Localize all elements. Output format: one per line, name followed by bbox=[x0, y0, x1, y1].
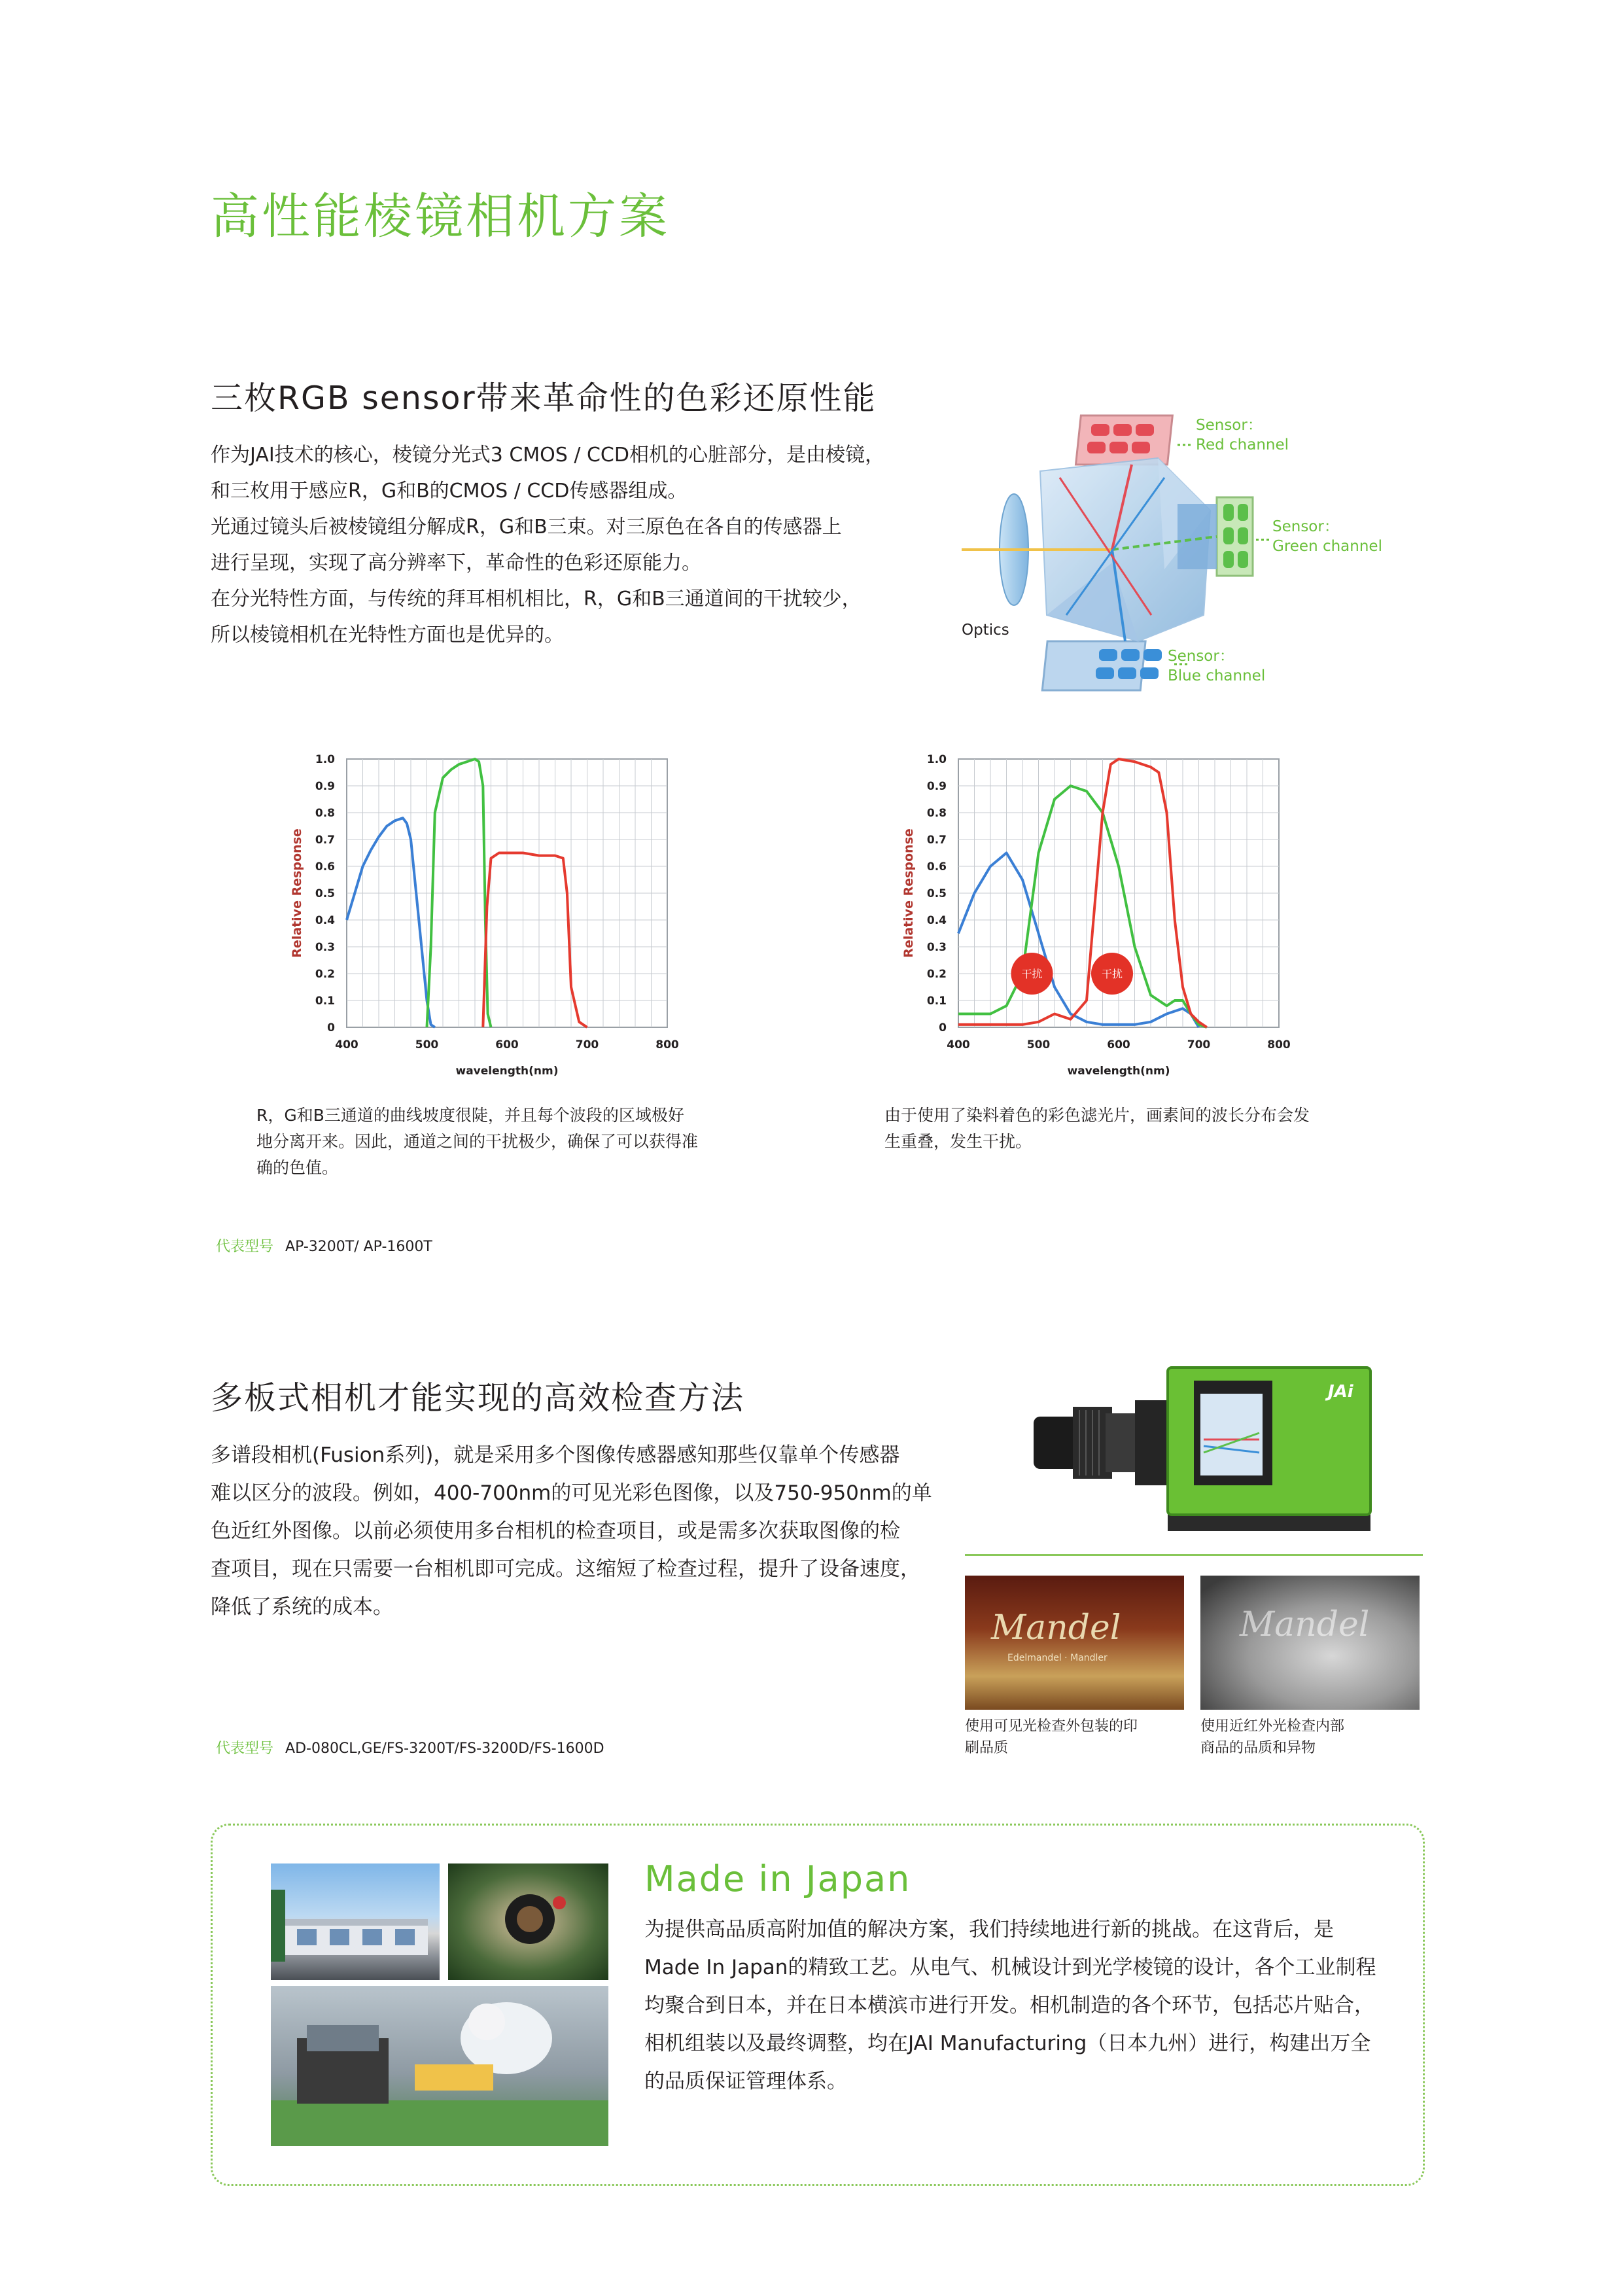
caption-left bbox=[256, 1103, 793, 1181]
optics-label: Optics bbox=[962, 622, 1009, 639]
y-axis-label: Relative Response bbox=[901, 828, 916, 958]
paragraph-line: 降低了系统的成本。 bbox=[211, 1595, 393, 1619]
paragraph-line: 作为JAI技术的核心，棱镜分光式3 CMOS / CCD相机的心脏部分，是由棱镜， bbox=[211, 444, 884, 467]
factory-building-photo bbox=[271, 1863, 440, 1980]
y-tick-label: 0.9 bbox=[926, 780, 947, 793]
y-tick-label: 0 bbox=[939, 1021, 947, 1034]
x-tick-label: 500 bbox=[1026, 1038, 1051, 1051]
chart-bayer-svg bbox=[886, 746, 1305, 1086]
paragraph-line: 为提供高品质高附加值的解决方案，我们持续地进行新的挑战。在这背后，是 bbox=[644, 1918, 1334, 1941]
y-tick-label: 0.4 bbox=[315, 914, 335, 927]
y-tick-label: 0.8 bbox=[315, 807, 335, 820]
model-label: 代表型号 bbox=[216, 1740, 274, 1757]
y-tick-label: 0.4 bbox=[926, 914, 947, 927]
x-tick-label: 800 bbox=[1267, 1038, 1291, 1051]
red-channel-label-line2: Red channel bbox=[1196, 436, 1289, 453]
green-channel-label-line2: Green channel bbox=[1272, 538, 1382, 555]
chart-prism-response bbox=[275, 746, 693, 1086]
model-value: AP-3200T/ AP-1600T bbox=[285, 1239, 432, 1255]
interference-label: 干扰 bbox=[1021, 968, 1043, 980]
x-tick-label: 600 bbox=[495, 1038, 519, 1051]
paragraph-line: 相机组装以及最终调整，均在JAI Manufacturing（日本九州）进行，构建出万全 bbox=[644, 2032, 1371, 2055]
y-tick-label: 0.3 bbox=[926, 941, 947, 954]
x-tick-label: 400 bbox=[947, 1038, 970, 1051]
blue-channel-label-line2: Blue channel bbox=[1168, 667, 1266, 684]
red-sensor bbox=[1075, 415, 1172, 465]
y-tick-label: 0.5 bbox=[926, 887, 947, 900]
section1-heading: 三枚RGB sensor带来革命性的色彩还原性能 bbox=[211, 380, 877, 417]
paragraph-line: 和三枚用于感应R，G和B的CMOS / CCD传感器组成。 bbox=[211, 480, 688, 503]
made-in-japan-body bbox=[644, 1911, 1403, 2100]
factory-building-illustration bbox=[271, 1863, 440, 1980]
y-tick-label: 0.5 bbox=[315, 887, 335, 900]
paragraph-line: 色近红外图像。以前必须使用多台相机的检查项目，或是需多次获取图像的检 bbox=[211, 1519, 900, 1543]
y-tick-label: 0.1 bbox=[315, 995, 335, 1008]
camera-photo bbox=[1021, 1354, 1387, 1538]
paragraph-line: 查项目，现在只需要一台相机即可完成。这缩短了检查过程，提升了设备速度， bbox=[211, 1557, 920, 1581]
paragraph-line: 所以棱镜相机在光特性方面也是优异的。 bbox=[211, 624, 564, 646]
y-tick-label: 0.8 bbox=[926, 807, 947, 820]
x-axis-label: wavelength(nm) bbox=[1067, 1065, 1170, 1078]
blue-sensor bbox=[1042, 641, 1162, 690]
prism-diagram bbox=[942, 399, 1413, 707]
paragraph-line: 难以区分的波段。例如，400-700nm的可见光彩色图像，以及750-950nm的单 bbox=[211, 1481, 932, 1505]
caption-line: 由于使用了染料着色的彩色滤光片，画素间的波长分布会发 bbox=[884, 1106, 1310, 1125]
page-title: 高性能棱镜相机方案 bbox=[211, 188, 670, 245]
blue-channel-label-line1: Sensor： bbox=[1168, 648, 1234, 665]
caption-line: 刷品质 bbox=[965, 1740, 1009, 1756]
model-line-1 bbox=[216, 1235, 432, 1256]
x-tick-label: 800 bbox=[655, 1038, 679, 1051]
y-axis-label: Relative Response bbox=[290, 828, 304, 958]
paragraph-line: 的品质保证管理体系。 bbox=[644, 2070, 847, 2093]
camera-logo: JAi bbox=[1328, 1382, 1353, 1402]
green-sensor bbox=[1217, 497, 1253, 576]
interference-label: 干扰 bbox=[1101, 968, 1123, 980]
caption-line: 确的色值。 bbox=[256, 1158, 339, 1177]
section2-body bbox=[211, 1436, 943, 1626]
cleanroom-photo bbox=[271, 1986, 608, 2146]
y-tick-label: 0.6 bbox=[926, 860, 947, 874]
chart-bayer-response bbox=[886, 746, 1305, 1086]
nir-photo bbox=[1200, 1576, 1420, 1710]
mandel-sublabel: Edelmandel · Mandler bbox=[1007, 1653, 1108, 1663]
photo-caption-left bbox=[965, 1716, 1138, 1759]
x-tick-label: 600 bbox=[1107, 1038, 1130, 1051]
paragraph-line: 光通过镜头后被棱镜组分解成R，G和B三束。对三原色在各自的传感器上 bbox=[211, 516, 842, 539]
caption-line: 使用可见光检查外包装的印 bbox=[965, 1718, 1138, 1735]
y-tick-label: 0.7 bbox=[926, 834, 947, 847]
green-channel-label-line1: Sensor： bbox=[1272, 518, 1339, 535]
paragraph-line: 进行呈现，实现了高分辨率下，革命性的色彩还原能力。 bbox=[211, 552, 701, 574]
model-value: AD-080CL,GE/FS-3200T/FS-3200D/FS-1600D bbox=[285, 1740, 604, 1757]
y-tick-label: 0 bbox=[327, 1021, 335, 1034]
paragraph-line: 均聚合到日本，并在日本横滨市进行开发。相机制造的各个环节，包括芯片贴合， bbox=[644, 1994, 1374, 2017]
made-in-japan-heading: Made in Japan bbox=[644, 1858, 911, 1899]
y-tick-label: 0.2 bbox=[926, 968, 947, 981]
paragraph-line: 多谱段相机(Fusion系列)，就是采用多个图像传感器感知那些仅靠单个传感器 bbox=[211, 1443, 900, 1467]
y-tick-label: 0.2 bbox=[315, 968, 335, 981]
mandel-label: Mandel bbox=[991, 1608, 1121, 1648]
y-tick-label: 0.1 bbox=[926, 995, 947, 1008]
caption-right bbox=[884, 1103, 1421, 1155]
paragraph-line: 在分光特性方面，与传统的拜耳相机相比，R，G和B三通道间的干扰较少， bbox=[211, 588, 862, 610]
red-channel-label bbox=[1196, 415, 1289, 455]
section1-body bbox=[211, 437, 963, 653]
y-tick-label: 0.9 bbox=[315, 780, 335, 793]
x-tick-label: 500 bbox=[415, 1038, 439, 1051]
paragraph-line: Made In Japan的精致工艺。从电气、机械设计到光学棱镜的设计，各个工业制程 bbox=[644, 1956, 1376, 1979]
section2-heading: 多板式相机才能实现的高效检查方法 bbox=[211, 1379, 745, 1417]
caption-line: 生重叠，发生干扰。 bbox=[884, 1132, 1032, 1151]
model-line-2 bbox=[216, 1737, 604, 1757]
green-channel-label bbox=[1272, 517, 1382, 556]
y-tick-label: 0.3 bbox=[315, 941, 335, 954]
assembly-photo bbox=[448, 1863, 608, 1980]
photo-caption-right bbox=[1200, 1716, 1344, 1759]
y-tick-label: 1.0 bbox=[926, 753, 947, 766]
x-tick-label: 700 bbox=[1187, 1038, 1211, 1051]
assembly-illustration bbox=[448, 1863, 608, 1980]
y-tick-label: 0.7 bbox=[315, 834, 335, 847]
caption-line: 商品的品质和异物 bbox=[1200, 1740, 1316, 1756]
caption-line: R，G和B三通道的曲线坡度很陡，并且每个波段的区域极好 bbox=[256, 1106, 684, 1125]
mandel-label-nir: Mandel bbox=[1240, 1605, 1370, 1644]
x-tick-label: 700 bbox=[575, 1038, 599, 1051]
y-tick-label: 1.0 bbox=[315, 753, 335, 766]
red-channel-label-line1: Sensor： bbox=[1196, 417, 1263, 434]
model-label: 代表型号 bbox=[216, 1239, 274, 1255]
cleanroom-illustration bbox=[271, 1986, 608, 2146]
blue-channel-label bbox=[1168, 646, 1265, 686]
x-tick-label: 400 bbox=[335, 1038, 358, 1051]
x-axis-label: wavelength(nm) bbox=[455, 1065, 559, 1078]
chart-prism-svg bbox=[275, 746, 693, 1086]
caption-line: 使用近红外光检查内部 bbox=[1200, 1718, 1345, 1735]
y-tick-label: 0.6 bbox=[315, 860, 335, 874]
caption-line: 地分离开来。因此，通道之间的干扰极少，确保了可以获得准 bbox=[256, 1132, 699, 1151]
visible-light-photo bbox=[965, 1576, 1184, 1710]
section2-divider bbox=[965, 1554, 1423, 1556]
